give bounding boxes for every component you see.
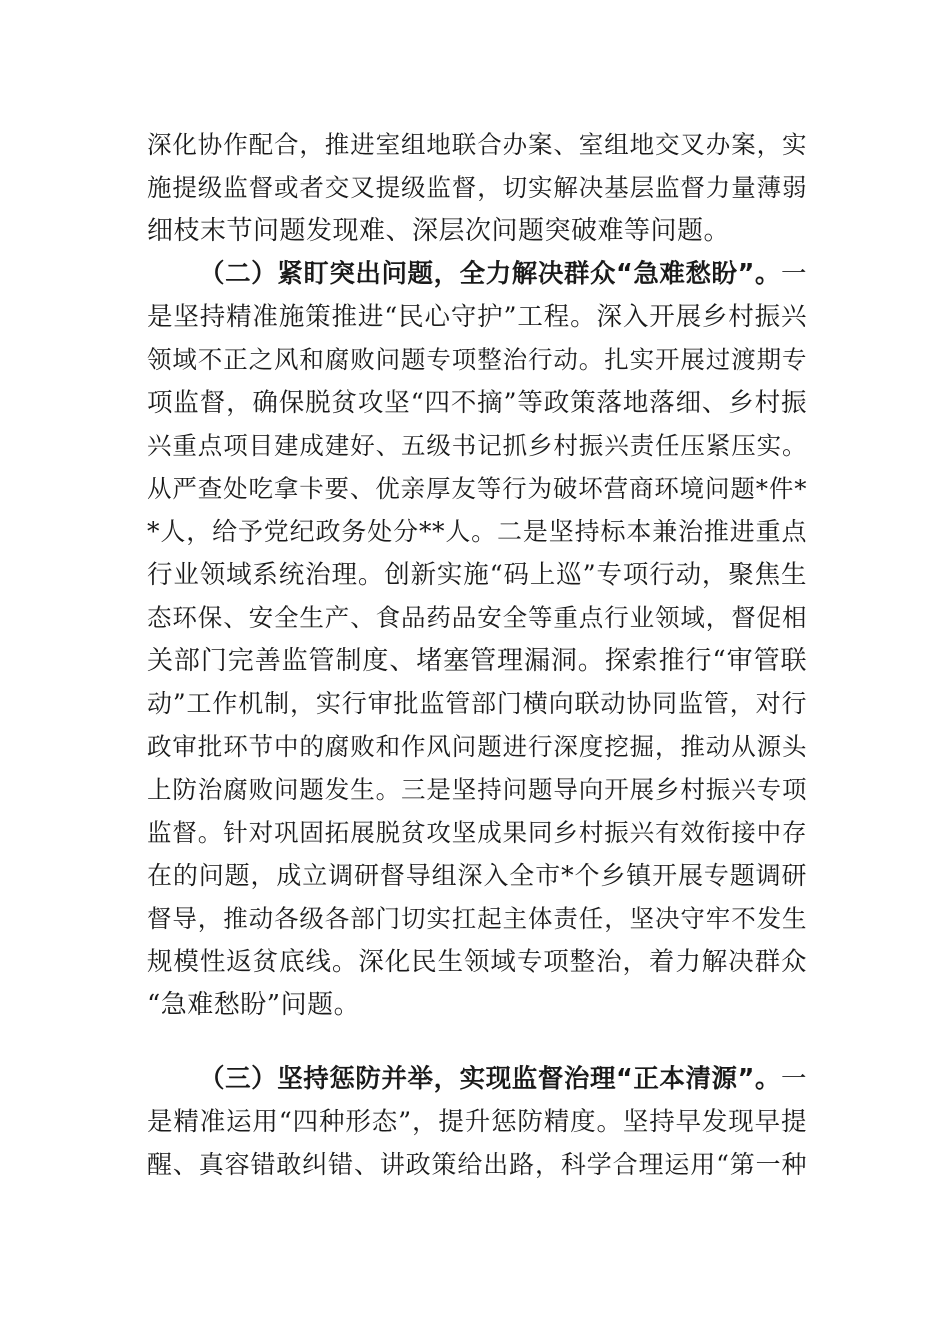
text-line: 项监督，确保脱贫攻坚“四不摘”等政策落地落细、乡村振 [147,388,807,418]
text-line: *人，给予党纪政务处分**人。二是坚持标本兼治推进重点 [147,517,807,546]
text-line: 是坚持精准施策推进“民心守护”工程。深入开展乡村振兴 [147,302,807,332]
text-fragment: 一 [780,259,807,289]
text-line: 深化协作配合，推进室组地联合办案、室组地交叉办案，实 [147,130,807,159]
section-heading-2: （二）紧盯突出问题，全力解决群众“急难愁盼”。 [199,259,781,289]
section-heading-3: （三）坚持惩防并举，实现监督治理“正本清源”。 [199,1064,781,1094]
text-line: 动”工作机制，实行审批监管部门横向联动协同监管，对行 [147,689,807,718]
text-line: 督导，推动各级各部门切实扛起主体责任，坚决守牢不发生 [147,904,807,933]
text-line: “急难愁盼”问题。 [147,990,361,1020]
text-line: 关部门完善监管制度、堵塞管理漏洞。探索推行“审管联 [147,646,807,676]
text-line: 施提级监督或者交叉提级监督，切实解决基层监督力量薄弱 [147,173,807,202]
text-line: 醒、真容错敢纠错、讲政策给出路，科学合理运用“第一种 [147,1150,807,1179]
text-line: 监督。针对巩固拓展脱贫攻坚成果同乡村振兴有效衔接中存 [147,818,807,847]
text-line: 领域不正之风和腐败问题专项整治行动。扎实开展过渡期专 [147,345,807,374]
text-line: 上防治腐败问题发生。三是坚持问题导向开展乡村振兴专项 [147,775,807,804]
text-line: 是精准运用“四种形态”，提升惩防精度。坚持早发现早提 [147,1107,807,1137]
text-line: 行业领域系统治理。创新实施“码上巡”专项行动，聚焦生 [147,560,807,590]
text-line: 态环保、安全生产、食品药品安全等重点行业领域，督促相 [147,603,807,632]
text-line: 从严查处吃拿卡要、优亲厚友等行为破坏营商环境问题*件* [147,474,807,503]
section-heading-line [147,1057,807,1101]
text-line: 在的问题，成立调研督导组深入全市*个乡镇开展专题调研 [147,861,807,890]
text-line: 兴重点项目建成建好、五级书记抓乡村振兴责任压紧压实。 [147,431,807,460]
text-line: 政审批环节中的腐败和作风问题进行深度挖掘，推动从源头 [147,732,807,761]
section-heading-line [147,252,807,296]
text-fragment: 一 [780,1064,807,1094]
text-line: 规模性返贫底线。深化民生领域专项整治，着力解决群众 [147,947,807,977]
text-line: 细枝末节问题发现难、深层次问题突破难等问题。 [147,216,731,246]
